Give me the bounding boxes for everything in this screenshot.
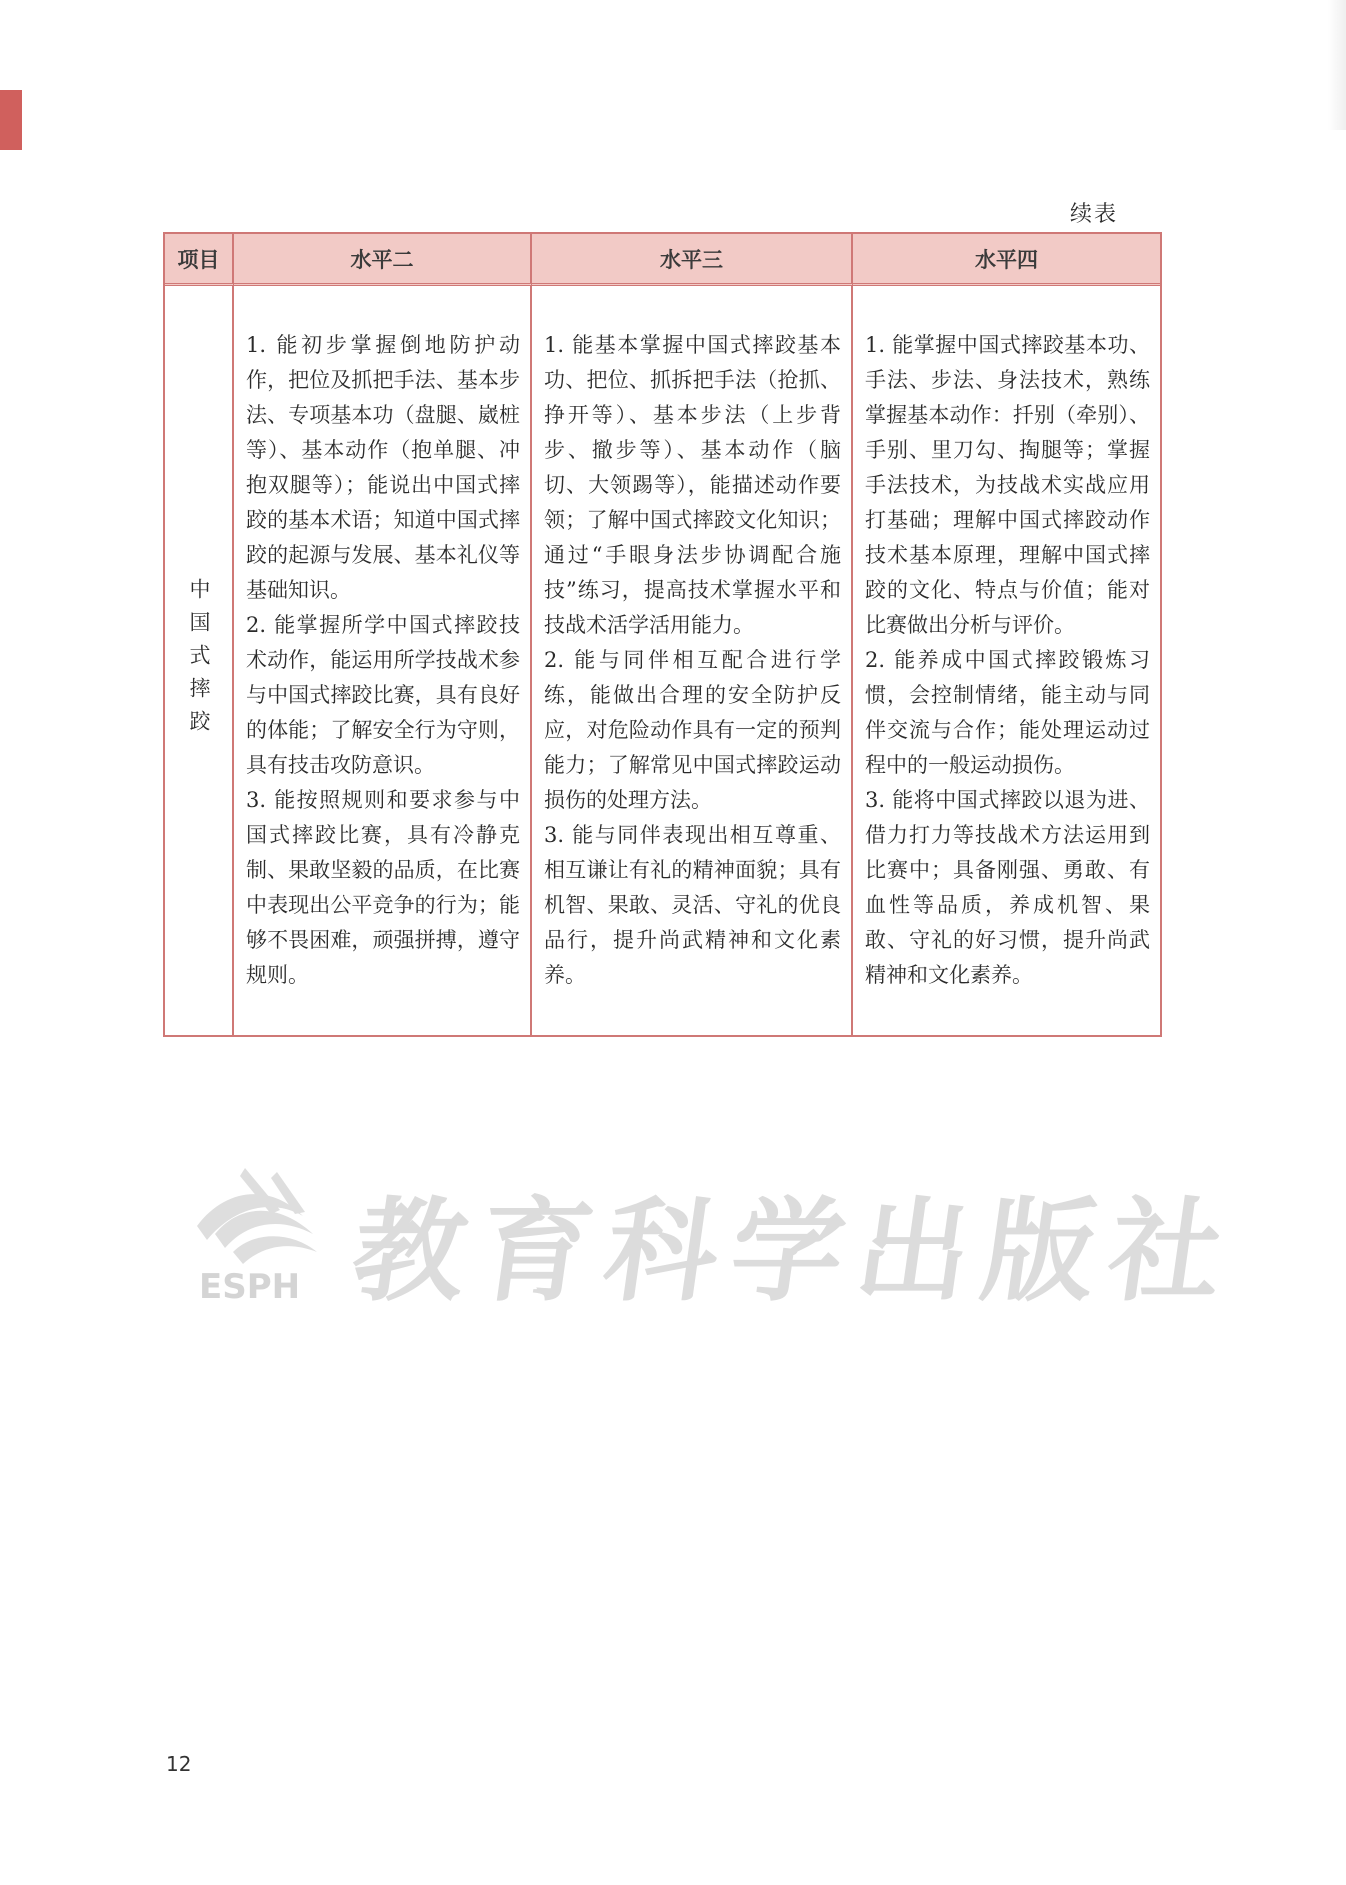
header-item: 项目 [165, 234, 234, 286]
item-cell [165, 286, 234, 1035]
continued-table-label: 续表 [1070, 202, 1119, 227]
level-4-point-2: 2. 能养成中国式摔跤锻炼习惯，会控制情绪，能主动与同伴交流与合作；能处理运动过程中的一般运动损伤。 [865, 648, 1150, 777]
level-2-point-1: 1. 能初步掌握倒地防护动作，把位及抓把手法、基本步法、专项基本功（盘腿、崴桩等）、基本动作（抱单腿、冲抱双腿等）；能说出中国式摔跤的基本术语；知道中国式摔跤的起源与发展、基本礼仪等基础知识。 [246, 333, 520, 602]
item-label: 中国式摔跤 [187, 578, 211, 743]
header-level-4: 水平四 [853, 234, 1160, 286]
esph-logo-icon [185, 1148, 335, 1308]
svg-text:ESPH: ESPH [199, 1267, 301, 1307]
level-2-point-3: 3. 能按照规则和要求参与中国式摔跤比赛，具有冷静克制、果敢坚毅的品质，在比赛中表现出公平竞争的行为；能够不畏困难，顽强拼搏，遵守规则。 [246, 788, 520, 987]
level-2-point-2: 2. 能掌握所学中国式摔跤技术动作，能运用所学技战术参与中国式摔跤比赛，具有良好的体能；了解安全行为守则，具有技击攻防意识。 [246, 613, 520, 777]
level-4-point-1: 1. 能掌握中国式摔跤基本功、手法、步法、身法技术，熟练掌握基本动作：扦别（牵别）、手别、里刀勾、掏腿等；掌握手法技术，为技战术实战应用打基础；理解中国式摔跤动作技术基本原理，理解中国式摔跤的文化、特点与价值；能对比赛做出分析与评价。 [865, 333, 1150, 637]
chapter-edge-marker [0, 90, 22, 150]
header-level-2: 水平二 [234, 234, 532, 286]
level-3-point-2: 2. 能与同伴相互配合进行学练，能做出合理的安全防护反应，对危险动作具有一定的预判能力；了解常见中国式摔跤运动损伤的处理方法。 [544, 648, 841, 812]
level-3-point-3: 3. 能与同伴表现出相互尊重、相互谦让有礼的精神面貌；具有机智、果敢、灵活、守礼的优良品行，提升尚武精神和文化素养。 [544, 823, 841, 987]
page-edge-shadow [1328, 0, 1346, 130]
page-number: 12 [166, 1752, 192, 1776]
level-4-cell [853, 286, 1160, 1035]
publisher-name-watermark: 教育科学出版社 [344, 1186, 1245, 1317]
header-level-3: 水平三 [532, 234, 853, 286]
level-3-point-1: 1. 能基本掌握中国式摔跤基本功、把位、抓拆把手法（抢抓、挣开等）、基本步法（上步背步、撤步等）、基本动作（脑切、大领踢等），能描述动作要领；了解中国式摔跤文化知识；通过“手眼身法步协调配合施技”练习，提高技术掌握水平和技战术活学活用能力。 [544, 333, 841, 637]
level-2-cell [234, 286, 532, 1035]
publisher-watermark [175, 1148, 1245, 1318]
level-4-point-3: 3. 能将中国式摔跤以退为进、借力打力等技战术方法运用到比赛中；具备刚强、勇敢、有血性等品质，养成机智、果敢、守礼的好习惯，提升尚武精神和文化素养。 [865, 788, 1150, 987]
level-3-cell [532, 286, 853, 1035]
standards-table [163, 232, 1162, 1037]
